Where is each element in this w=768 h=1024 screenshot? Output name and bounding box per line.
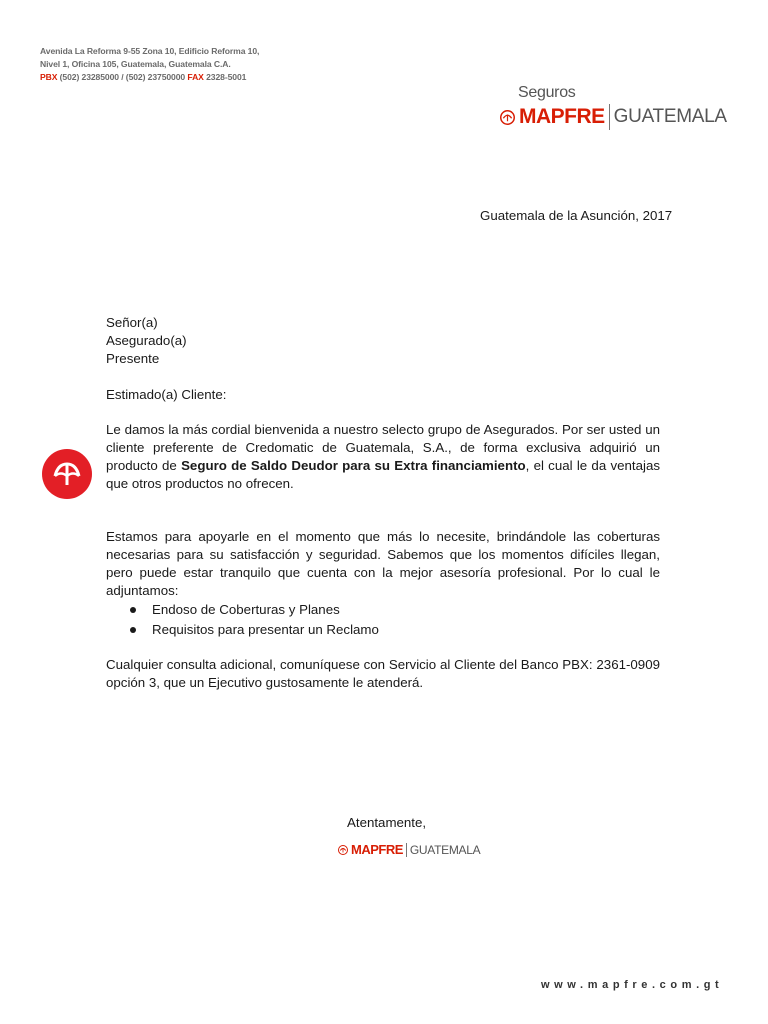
mapfre-logo-header bbox=[500, 84, 740, 134]
closing: Atentamente, bbox=[347, 815, 427, 830]
mapfre-logo-signature bbox=[338, 842, 480, 857]
paragraph-contact: Cualquier consulta adicional, comuníquese con Servicio al Cliente del Banco PBX: 2361-0909 opción 3, que un Ejecutivo gustosamente le atenderá. bbox=[106, 657, 660, 690]
address-line-1: Avenida La Reforma 9-55 Zona 10, Edificio Reforma 10, bbox=[40, 46, 260, 56]
pbx-numbers: (502) 23285000 / (502) 23750000 bbox=[57, 72, 188, 82]
bullet-icon bbox=[130, 607, 136, 613]
fax-number: 2328-5001 bbox=[203, 72, 247, 82]
contact-line bbox=[40, 71, 259, 84]
letterhead-address bbox=[40, 45, 259, 84]
mapfre-brand: MAPFRE bbox=[519, 105, 605, 128]
mapfre-side-emblem-icon bbox=[42, 449, 92, 499]
greeting: Estimado(a) Cliente: bbox=[106, 387, 227, 402]
paragraph-support: Estamos para apoyarle en el momento que más lo necesite, brindándole las coberturas necesarias para su satisfacción y seguridad. Sabemos que los momentos difíciles llegan, pero puede estar tranquilo que cuenta con la mejor asesoría profesional. Por lo cual le adjuntamos: bbox=[106, 529, 660, 598]
address-line-2: Nivel 1, Oficina 105, Guatemala, Guatemala C.A. bbox=[40, 59, 231, 69]
attachments-list bbox=[106, 600, 379, 640]
guatemala-label: GUATEMALA bbox=[409, 842, 481, 857]
mapfre-emblem-icon bbox=[500, 110, 515, 125]
logo-row bbox=[500, 104, 727, 130]
seguros-label: Seguros bbox=[518, 84, 576, 101]
salutation-line-3: Presente bbox=[106, 351, 160, 366]
list-item-text: Endoso de Coberturas y Planes bbox=[152, 602, 340, 617]
salutation-line-1: Señor(a) bbox=[106, 315, 158, 330]
mapfre-brand: MAPFRE bbox=[351, 842, 403, 857]
letter-date: Guatemala de la Asunción, 2017 bbox=[480, 208, 673, 223]
pbx-label: PBX bbox=[40, 72, 58, 82]
paragraph-welcome bbox=[106, 421, 660, 493]
paragraph-welcome-text: Le damos la más cordial bienvenida a nuestro selecto grupo de Asegurados. Por ser usted un cliente preferente de Credomatic de Guatemala, S.A., de forma exclusiva adquirió un producto de bbox=[106, 422, 660, 473]
product-name: Seguro de Saldo Deudor para su Extra financiamiento bbox=[181, 458, 526, 473]
paragraph-welcome-end: , el cual le da ventajas que otros productos no ofrecen. bbox=[106, 458, 661, 491]
fax-label: FAX bbox=[187, 72, 204, 82]
bullet-icon bbox=[130, 627, 136, 633]
guatemala-label: GUATEMALA bbox=[613, 106, 727, 127]
logo-divider bbox=[609, 104, 610, 130]
website-url[interactable]: www.mapfre.com.gt bbox=[541, 979, 724, 991]
list-item bbox=[106, 600, 379, 620]
salutation bbox=[106, 314, 660, 368]
list-item bbox=[106, 620, 379, 640]
salutation-line-2: Asegurado(a) bbox=[106, 333, 187, 348]
umbrella-icon bbox=[42, 449, 92, 499]
list-item-text: Requisitos para presentar un Reclamo bbox=[152, 622, 379, 637]
mapfre-emblem-icon bbox=[338, 845, 348, 855]
logo-divider bbox=[406, 843, 407, 857]
